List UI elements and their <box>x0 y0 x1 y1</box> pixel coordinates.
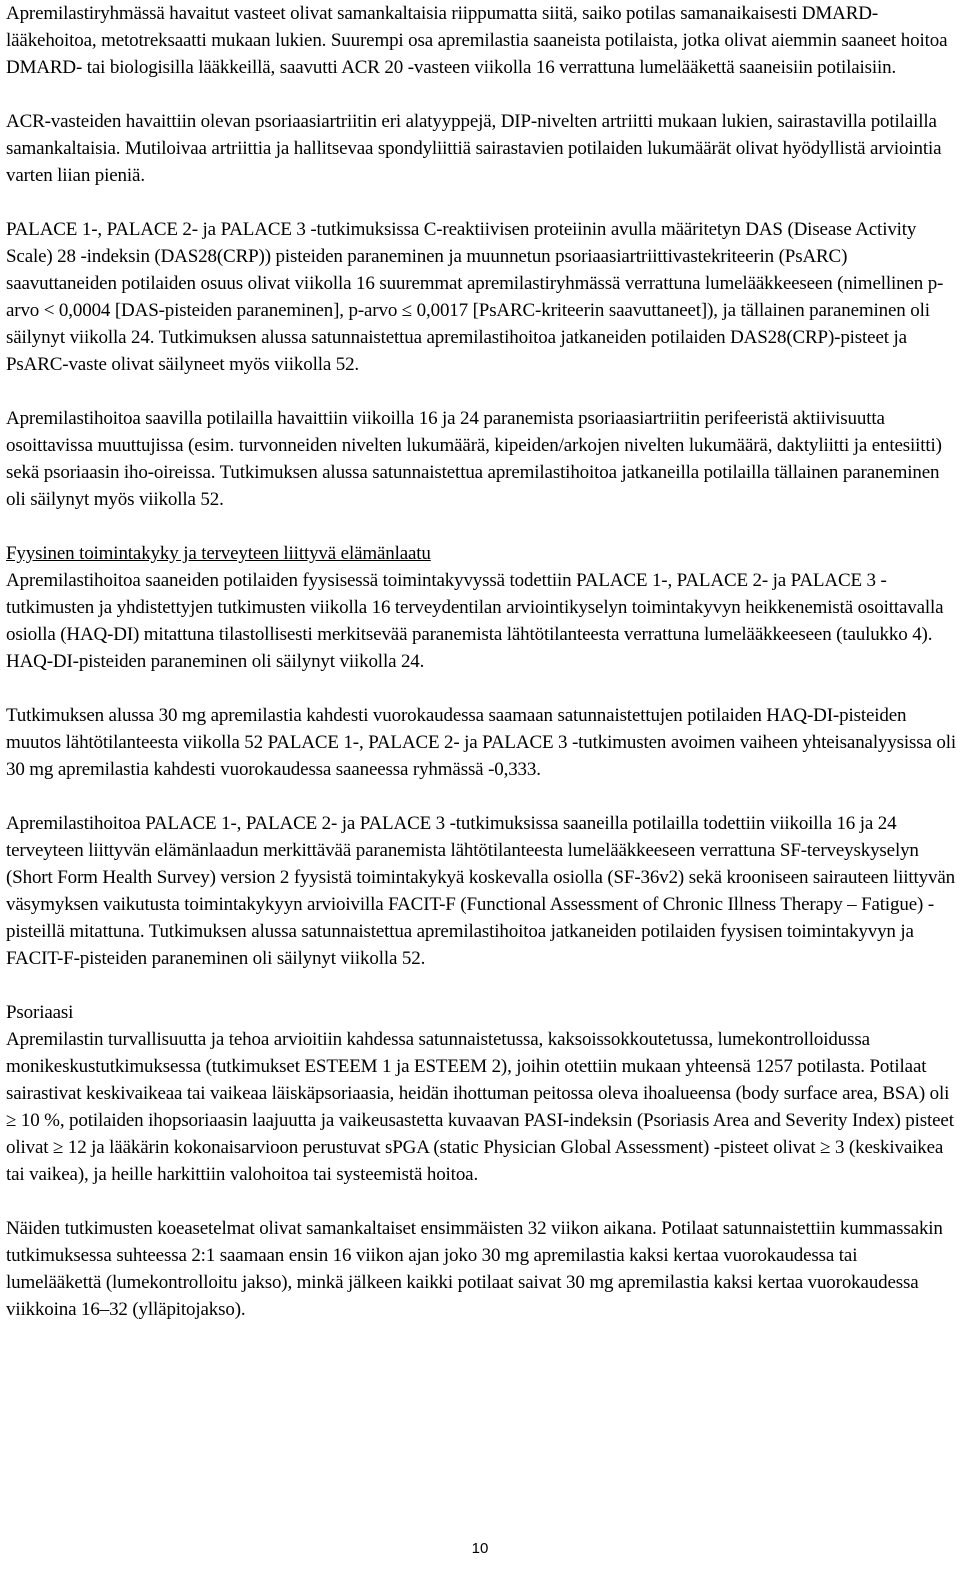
paragraph-acr-subtypes: ACR-vasteiden havaittiin olevan psoriaasiartriitin eri alatyyppejä, DIP-nivelten artriitti mukaan lukien, sairastavilla potilailla samankaltaisia. Mutiloivaa artriittia ja hallitsevaa spondyliittiä sairastavien potilaiden lukumäärät olivat hyödyllistä arviointia varten liian pieniä. <box>6 111 942 186</box>
paragraph-sf36-facit: Apremilastihoitoa PALACE 1-, PALACE 2- ja PALACE 3 -tutkimuksissa saaneilla potilailla todettiin viikoilla 16 ja 24 terveyteen liittyvän elämänlaadun merkittävää paranemista lähtötilanteesta lumelääkkeeseen verrattuna SF-terveyskyselyn (Short Form Health Survey) version 2 fyysistä toimintakykyä koskevalla osiolla (SF-36v2) sekä krooniseen sairauteen liittyvän väsymyksen vaikutusta toimintakykyyn arvioivilla FACIT-F (Functional Assessment of Chronic Illness Therapy – Fatigue) -pisteillä mitattuna. Tutkimuksen alussa satunnaistettua apremilastihoitoa jatkaneiden potilaiden fyysisen toimintakyvyn ja FACIT-F-pisteiden paraneminen oli säilynyt viikolla 52. <box>6 813 956 969</box>
document-page <box>6 0 956 1323</box>
paragraph-haq-di: Apremilastihoitoa saaneiden potilaiden fyysisessä toimintakyvyssä todettiin PALACE 1-, PALACE 2- ja PALACE 3 -tutkimusten ja yhdistettyjen tutkimusten viikolla 16 terveydentilan arviointikyselyn toimintakyvyn heikkenemistä osoittavalla osiolla (HAQ-DI) mitattuna tilastollisesti merkitsevää paranemista lähtötilanteesta verrattuna lumelääkkeeseen (taulukko 4). HAQ-DI-pisteiden paraneminen oli säilynyt viikolla 24. <box>6 570 944 672</box>
section-heading-physical-function: Fyysinen toimintakyky ja terveyteen liittyvä elämänlaatu <box>6 543 431 564</box>
paragraph-esteem-studies: Apremilastin turvallisuutta ja tehoa arvioitiin kahdessa satunnaistetussa, kaksoissokkoutetussa, lumekontrolloidussa monikeskustutkimuksessa (tutkimukset ESTEEM 1 ja ESTEEM 2), joihin otettiin mukaan yhteensä 1257 potilasta. Potilaat sairastivat keskivaikeaa tai vaikeaa läiskäpsoriaasia, heidän ihottuman peitossa oleva ihoalueensa (body surface area, BSA) oli ≥ 10 %, potilaiden ihopsoriaasin laajuutta ja vaikeusastetta kuvaavan PASI-indeksin (Psoriasis Area and Severity Index) pisteet olivat ≥ 12 ja lääkärin kokonaisarvioon perustuvat sPGA (static Physician Global Assessment) -pisteet olivat ≥ 3 (keskivaikea tai vaikea), ja heille harkittiin valohoitoa tai systeemistä hoitoa. <box>6 1029 954 1185</box>
section-heading-psoriasis: Psoriaasi <box>6 1002 74 1023</box>
paragraph-haq-di-week52: Tutkimuksen alussa 30 mg apremilastia kahdesti vuorokaudessa saamaan satunnaistettujen potilaiden HAQ-DI-pisteiden muutos lähtötilanteesta viikolla 52 PALACE 1-, PALACE 2- ja PALACE 3 -tutkimusten avoimen vaiheen yhteisanalyysissa oli 30 mg apremilastia kahdesti vuorokaudessa saaneessa ryhmässä -0,333. <box>6 705 957 780</box>
paragraph-gap <box>6 1188 956 1215</box>
paragraph-palace-das28: PALACE 1-, PALACE 2- ja PALACE 3 -tutkimuksissa C-reaktiivisen proteiinin avulla määritetyn DAS (Disease Activity Scale) 28 -indeksin (DAS28(CRP)) pisteiden paraneminen ja muunnetun psoriaasiartriittivastekriteerin (PsARC) saavuttaneiden potilaiden osuus olivat viikolla 16 suuremmat apremilastiryhmässä verrattuna lumelääkkeeseen (nimellinen p-arvo < 0,0004 [DAS-pisteiden paraneminen], p-arvo ≤ 0,0017 [PsARC-kriteerin saavuttaneet]), ja tällainen paraneminen oli säilynyt viikolla 24. Tutkimuksen alussa satunnaistettua apremilastihoitoa jatkaneiden potilaiden DAS28(CRP)-pisteet ja PsARC-vaste olivat säilyneet myös viikolla 52. <box>6 219 944 375</box>
paragraph-dmard-response: Apremilastiryhmässä havaitut vasteet olivat samankaltaisia riippumatta siitä, saiko potilas samanaikaisesti DMARD-lääkehoitoa, metotreksaatti mukaan lukien. Suurempi osa apremilastia saaneista potilaista, jotka olivat aiemmin saaneet hoitoa DMARD- tai biologisilla lääkkeillä, saavutti ACR 20 -vasteen viikolla 16 verrattuna lumelääkettä saaneisiin potilaisiin. <box>6 3 948 78</box>
paragraph-gap <box>6 972 956 999</box>
page-number: 10 <box>471 1540 489 1557</box>
paragraph-gap <box>6 189 956 216</box>
paragraph-peripheral-activity: Apremilastihoitoa saavilla potilailla havaittiin viikoilla 16 ja 24 paranemista psoriaasiartriitin perifeeristä aktiivisuutta osoittavissa muuttujissa (esim. turvonneiden nivelten lukumäärä, kipeiden/arkojen nivelten lukumäärä, daktyliitti ja entesiitti) sekä psoriaasin iho-oireissa. Tutkimuksen alussa satunnaistettua apremilastihoitoa jatkaneilla potilailla tällainen paraneminen oli säilynyt myös viikolla 52. <box>6 408 942 510</box>
paragraph-gap <box>6 675 956 702</box>
paragraph-gap <box>6 783 956 810</box>
paragraph-gap <box>6 81 956 108</box>
paragraph-study-design: Näiden tutkimusten koeasetelmat olivat samankaltaiset ensimmäisten 32 viikon aikana. Potilaat satunnaistettiin kummassakin tutkimuksessa suhteessa 2:1 saamaan ensin 16 viikon ajan joko 30 mg apremilastia kaksi kertaa vuorokaudessa tai lumelääkettä (lumekontrolloitu jakso), minkä jälkeen kaikki potilaat saivat 30 mg apremilastia kaksi kertaa vuorokaudessa viikkoina 16–32 (ylläpitojakso). <box>6 1218 943 1320</box>
paragraph-gap <box>6 513 956 540</box>
paragraph-gap <box>6 378 956 405</box>
